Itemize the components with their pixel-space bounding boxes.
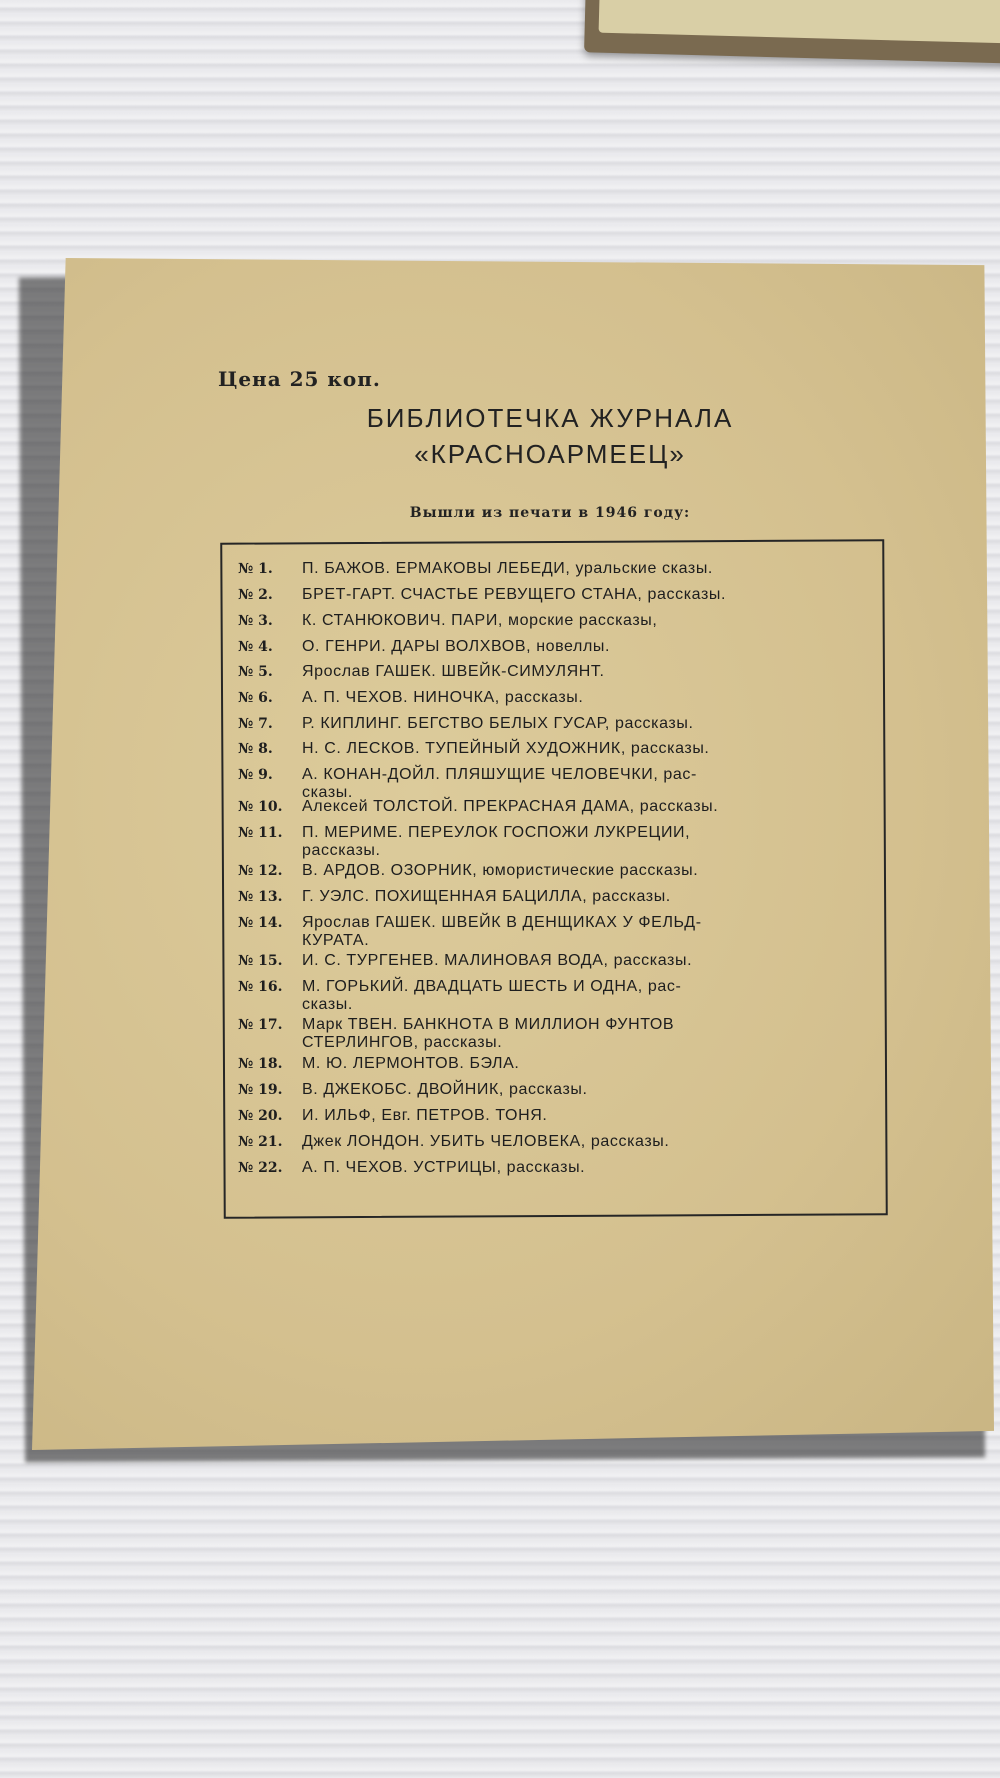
list-item — [238, 978, 880, 1014]
item-number: № 3. — [238, 613, 273, 629]
list-item — [238, 914, 880, 950]
item-number: № 17. — [238, 1017, 283, 1033]
item-number: № 13. — [238, 889, 283, 905]
list-item — [238, 862, 880, 880]
item-text-continuation: сказы. — [302, 996, 353, 1013]
list-item — [238, 1133, 880, 1151]
list-item — [238, 952, 880, 970]
item-text: В. ДЖЕКОБС. ДВОЙНИК, рассказы. — [302, 1081, 588, 1098]
item-number: № 18. — [238, 1056, 283, 1072]
item-text: Р. КИПЛИНГ. БЕГСТВО БЕЛЫХ ГУСАР, рассказы. — [302, 715, 694, 732]
item-text: И. ИЛЬФ, Евг. ПЕТРОВ. ТОНЯ. — [302, 1107, 548, 1124]
list-item — [238, 740, 880, 758]
item-text: Джек ЛОНДОН. УБИТЬ ЧЕЛОВЕКА, рассказы. — [302, 1133, 670, 1150]
item-text: А. КОНАН-ДОЙЛ. ПЛЯШУЩИЕ ЧЕЛОВЕЧКИ, рас- — [302, 766, 697, 783]
list-item — [238, 663, 880, 681]
item-text: Н. С. ЛЕСКОВ. ТУПЕЙНЫЙ ХУДОЖНИК, рассказы. — [302, 740, 710, 757]
list-item — [238, 1107, 880, 1125]
list-item — [238, 560, 880, 578]
item-text: Г. УЭЛС. ПОХИЩЕННАЯ БАЦИЛЛА, рассказы. — [302, 888, 671, 905]
item-number: № 14. — [238, 915, 283, 931]
item-number: № 21. — [238, 1134, 283, 1150]
list-item — [238, 612, 880, 630]
heading-line-1: БИБЛИОТЕЧКА ЖУРНАЛА — [366, 403, 734, 433]
item-number: № 2. — [238, 587, 273, 603]
list-item — [238, 1159, 880, 1177]
item-number: № 10. — [238, 799, 283, 815]
item-number: № 7. — [238, 716, 273, 732]
book-cover — [599, 0, 1000, 44]
item-text: П. МЕРИМЕ. ПЕРЕУЛОК ГОСПОЖИ ЛУКРЕЦИИ, — [302, 824, 691, 841]
list-item — [238, 1055, 880, 1073]
list-item — [238, 1081, 880, 1099]
item-text: В. АРДОВ. ОЗОРНИК, юмористические рассказы. — [302, 862, 699, 879]
item-number: № 8. — [238, 741, 273, 757]
item-text: К. СТАНЮКОВИЧ. ПАРИ, морские рассказы, — [302, 612, 658, 629]
item-number: № 16. — [238, 979, 283, 995]
item-number: № 19. — [238, 1082, 283, 1098]
list-item — [238, 689, 880, 707]
book-on-table — [584, 0, 1000, 64]
item-text: А. П. ЧЕХОВ. УСТРИЦЫ, рассказы. — [302, 1159, 586, 1176]
item-text: М. Ю. ЛЕРМОНТОВ. БЭЛА. — [302, 1055, 520, 1072]
item-number: № 22. — [238, 1160, 283, 1176]
list-item — [238, 824, 880, 860]
list-item — [238, 715, 880, 733]
list-item — [238, 766, 880, 802]
item-text: О. ГЕНРИ. ДАРЫ ВОЛХВОВ, новеллы. — [302, 638, 611, 655]
item-number: № 1. — [238, 561, 273, 577]
item-text: М. ГОРЬКИЙ. ДВАДЦАТЬ ШЕСТЬ И ОДНА, рас- — [302, 978, 682, 995]
item-number: № 4. — [238, 639, 273, 655]
item-number: № 6. — [238, 690, 273, 706]
item-number: № 9. — [238, 767, 273, 783]
item-text: БРЕТ-ГАРТ. СЧАСТЬЕ РЕВУЩЕГО СТАНА, рассказы. — [302, 586, 727, 603]
item-text: Ярослав ГАШЕК. ШВЕЙК В ДЕНЩИКАХ У ФЕЛЬД- — [302, 914, 702, 931]
item-text-continuation: СТЕРЛИНГОВ, рассказы. — [302, 1034, 503, 1051]
list-item — [238, 638, 880, 656]
item-number: № 11. — [238, 825, 283, 841]
subtitle: Вышли из печати в 1946 году: — [409, 505, 691, 521]
item-number: № 15. — [238, 953, 283, 969]
item-text: Ярослав ГАШЕК. ШВЕЙК-СИМУЛЯНТ. — [302, 663, 605, 680]
item-number: № 12. — [238, 863, 283, 879]
item-text-continuation: рассказы. — [302, 842, 381, 859]
item-text-continuation: КУРАТА. — [302, 932, 370, 949]
item-text: Марк ТВЕН. БАНКНОТА В МИЛЛИОН ФУНТОВ — [302, 1016, 675, 1033]
item-number: № 20. — [238, 1108, 283, 1124]
item-text: П. БАЖОВ. ЕРМАКОВЫ ЛЕБЕДИ, уральские сказы. — [302, 560, 713, 577]
list-item — [238, 1016, 880, 1052]
list-item — [238, 888, 880, 906]
item-text: И. С. ТУРГЕНЕВ. МАЛИНОВАЯ ВОДА, рассказы. — [302, 952, 693, 969]
item-text: А. П. ЧЕХОВ. НИНОЧКА, рассказы. — [302, 689, 584, 706]
list-item — [238, 586, 880, 604]
list-item — [238, 798, 880, 816]
price-label: Цена 25 коп. — [218, 367, 381, 391]
item-text: Алексей ТОЛСТОЙ. ПРЕКРАСНАЯ ДАМА, рассказы. — [302, 798, 719, 815]
item-number: № 5. — [238, 664, 273, 680]
heading-line-2: «КРАСНОАРМЕЕЦ» — [414, 439, 686, 469]
item-text-continuation: сказы. — [302, 784, 353, 801]
